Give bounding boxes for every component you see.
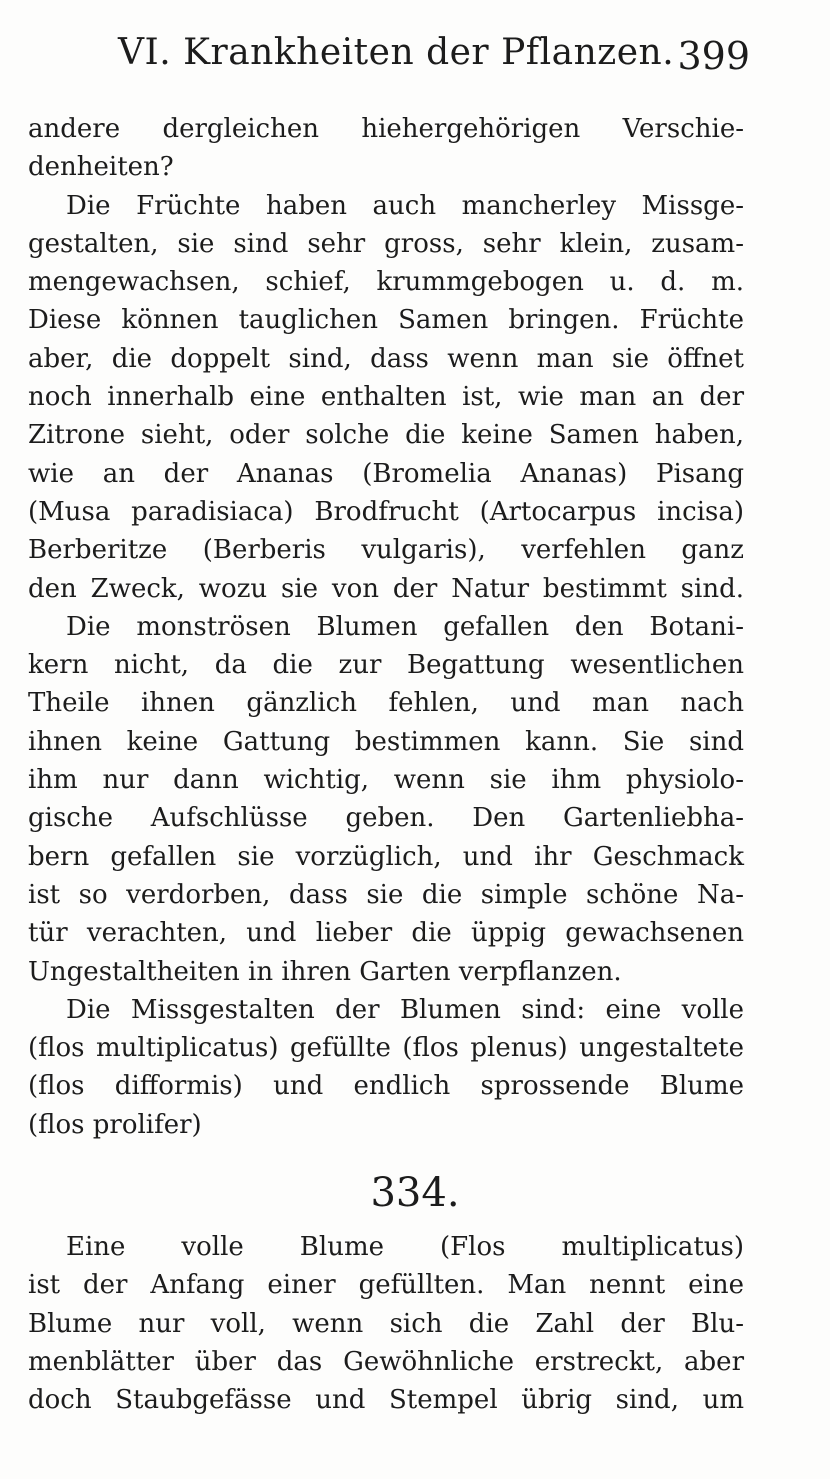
paragraph [28, 991, 744, 1144]
page-header [110, 30, 750, 90]
text-line: noch innerhalb eine enthalten ist, wie man an der [28, 382, 744, 413]
paragraph [28, 187, 744, 608]
section-number: 334. [370, 1170, 460, 1216]
text-line: kern nicht, da die zur Begattung wesentlichen [28, 650, 744, 681]
text-line: doch Staubgefässe und Stempel übrig sind, um [28, 1385, 744, 1416]
main-text [28, 110, 744, 1144]
paragraph [28, 608, 744, 991]
text-line: gische Aufschlüsse geben. Den Gartenliebha- [28, 803, 744, 834]
text-line: (Musa paradisiaca) Brodfrucht (Artocarpus incisa) [28, 496, 744, 527]
paragraph [28, 110, 744, 187]
text-line: Die monströsen Blumen gefallen den Botani- [66, 611, 744, 642]
text-line: ist so verdorben, dass sie die simple schöne Na- [28, 879, 744, 910]
text-line: tür verachten, und lieber die üppig gewachsenen [28, 918, 744, 949]
text-line: (flos difformis) und endlich sprossende Blume [28, 1071, 744, 1102]
text-line: andere dergleichen hiehergehörigen Verschie- [28, 114, 744, 144]
text-line: Zitrone sieht, oder solche die keine Samen haben, [28, 420, 744, 451]
text-line: Eine volle Blume (Flos multiplicatus) [66, 1232, 744, 1262]
text-line: ist der Anfang einer gefüllten. Man nennt eine [28, 1270, 744, 1301]
text-line: Blume nur voll, wenn sich die Zahl der Blu- [28, 1308, 744, 1339]
text-line: Die Missgestalten der Blumen sind: eine volle [66, 994, 744, 1025]
text-line: gestalten, sie sind sehr gross, sehr klein, zusam- [28, 228, 744, 259]
text-line: Berberitze (Berberis vulgaris), verfehlen ganz [28, 535, 744, 566]
running-head: VI. Krankheiten der Pflanzen. [118, 32, 675, 73]
section-text [28, 1228, 744, 1419]
text-line: Die Früchte haben auch mancherley Missge- [66, 190, 744, 221]
text-line: ihm nur dann wichtig, wenn sie ihm physiolo- [28, 765, 744, 796]
text-line: bern gefallen sie vorzüglich, und ihr Geschmack [28, 841, 744, 872]
paragraph [28, 1228, 744, 1419]
text-line: (flos multiplicatus) gefüllte (flos plenus) ungestaltete [28, 1033, 744, 1064]
text-line: Theile ihnen gänzlich fehlen, und man nach [28, 688, 744, 719]
page-number: 399 [677, 34, 750, 78]
text-line: ihnen keine Gattung bestimmen kann. Sie sind [28, 726, 744, 757]
text-line: mengewachsen, schief, krummgebogen u. d. m. [28, 267, 744, 298]
text-line: Ungestaltheiten in ihren Garten verpflanzen. [28, 956, 622, 987]
text-line: aber, die doppelt sind, dass wenn man sie öffnet [28, 343, 744, 374]
text-line: (flos prolifer) [28, 1109, 202, 1140]
text-line: menblätter über das Gewöhnliche erstreckt, aber [28, 1346, 744, 1377]
text-line: Diese können tauglichen Samen bringen. Früchte [28, 305, 744, 336]
text-line: denheiten? [28, 152, 174, 183]
text-line: den Zweck, wozu sie von der Natur bestimmt sind. [28, 573, 744, 604]
text-line: wie an der Ananas (Bromelia Ananas) Pisang [28, 458, 744, 489]
